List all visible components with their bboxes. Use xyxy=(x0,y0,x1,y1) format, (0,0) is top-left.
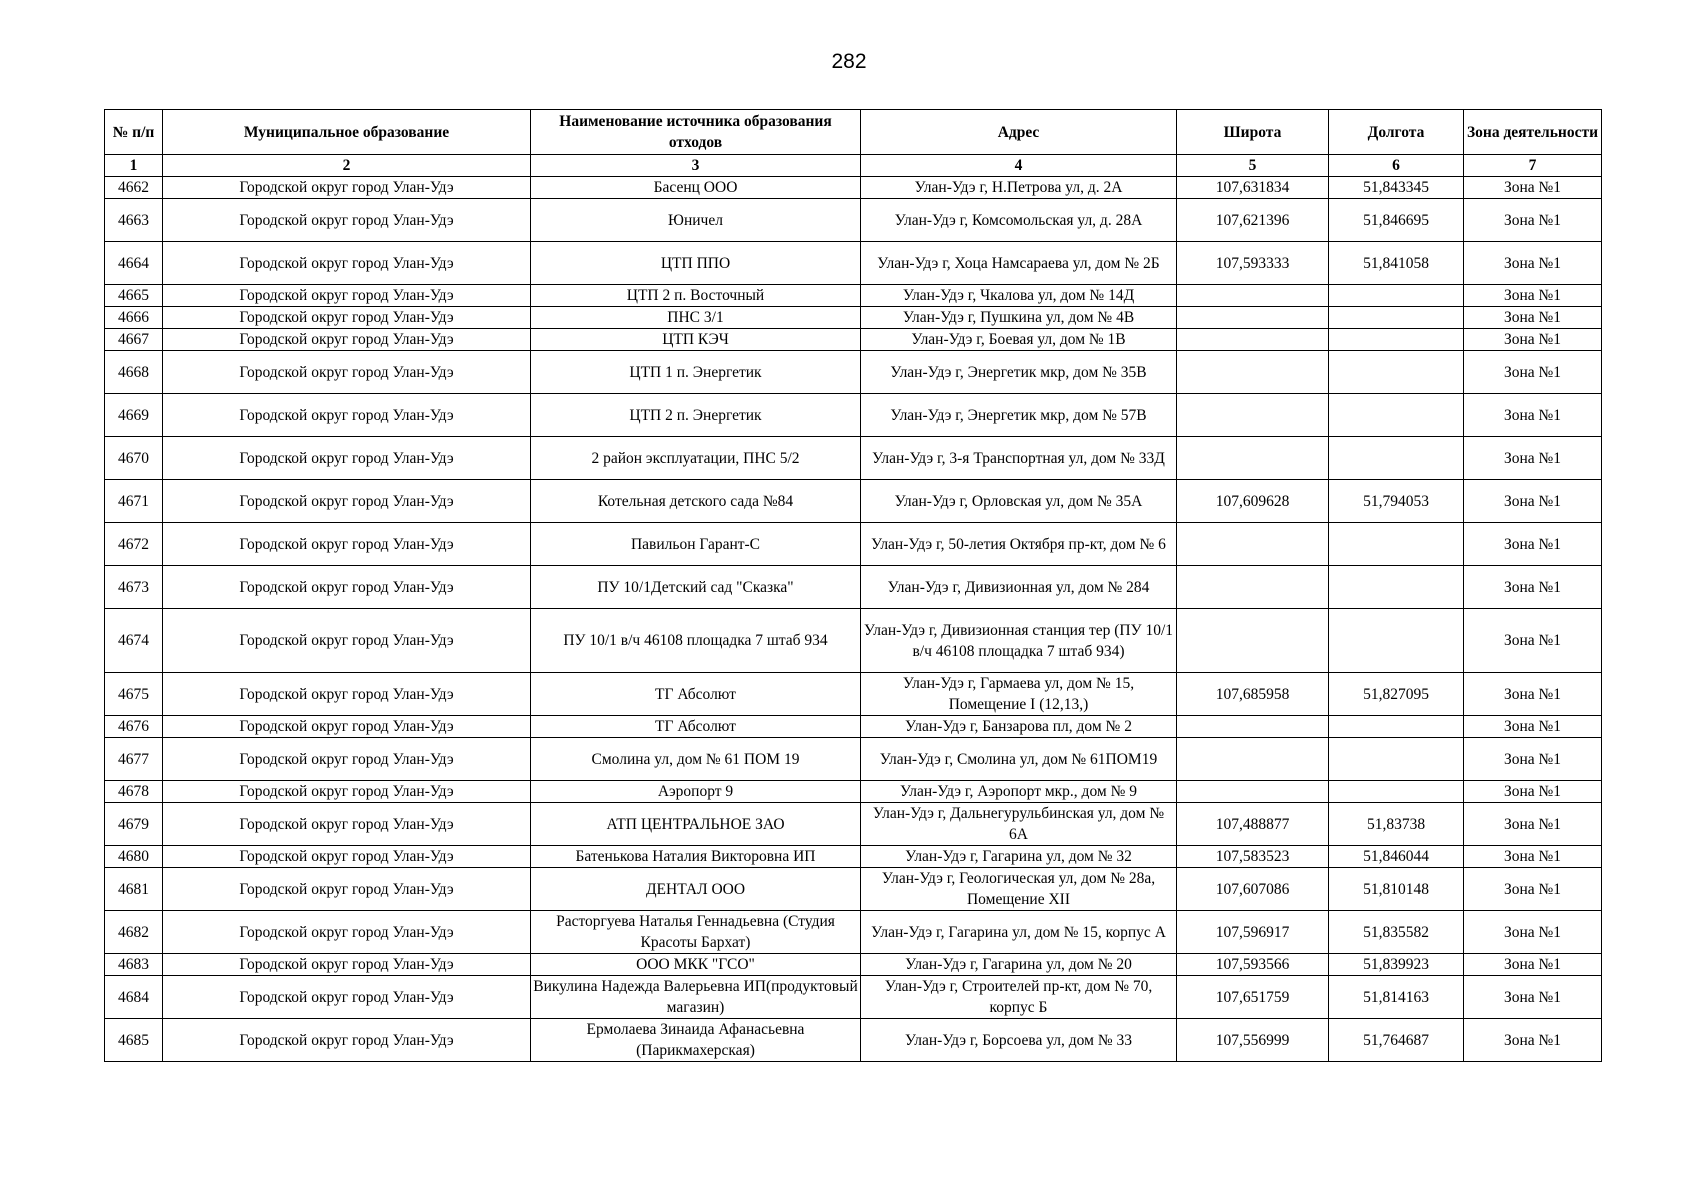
cell-address: Улан-Удэ г, 50-летия Октября пр-кт, дом № 6 xyxy=(861,523,1177,566)
table-row xyxy=(105,351,1602,394)
cell-latitude xyxy=(1177,307,1329,329)
cell-source-name: Павильон Гарант-С xyxy=(531,523,861,566)
cell-zone: Зона №1 xyxy=(1464,716,1602,738)
cell-longitude xyxy=(1329,394,1464,437)
cell-zone: Зона №1 xyxy=(1464,803,1602,846)
cell-latitude: 107,583523 xyxy=(1177,846,1329,868)
cell-source-name: ЦТП КЭЧ xyxy=(531,329,861,351)
cell-zone: Зона №1 xyxy=(1464,329,1602,351)
cell-latitude xyxy=(1177,781,1329,803)
table-row xyxy=(105,609,1602,673)
cell-zone: Зона №1 xyxy=(1464,351,1602,394)
cell-number: 4673 xyxy=(105,566,163,609)
table-row xyxy=(105,480,1602,523)
table-row xyxy=(105,738,1602,781)
cell-longitude: 51,764687 xyxy=(1329,1019,1464,1062)
cell-source-name: Ермолаева Зинаида Афанасьевна (Парикмахерская) xyxy=(531,1019,861,1062)
cell-number: 4667 xyxy=(105,329,163,351)
table-row xyxy=(105,803,1602,846)
header-longitude: Долгота xyxy=(1329,110,1464,155)
page-number: 282 xyxy=(831,50,867,73)
table-row xyxy=(105,329,1602,351)
cell-source-name: ТГ Абсолют xyxy=(531,716,861,738)
cell-address: Улан-Удэ г, Дивизионная ул, дом № 284 xyxy=(861,566,1177,609)
table-row xyxy=(105,199,1602,242)
cell-zone: Зона №1 xyxy=(1464,846,1602,868)
cell-municipality: Городской округ город Улан-Удэ xyxy=(163,523,531,566)
cell-municipality: Городской округ город Улан-Удэ xyxy=(163,673,531,716)
cell-zone: Зона №1 xyxy=(1464,242,1602,285)
cell-number: 4674 xyxy=(105,609,163,673)
header-source-name: Наименование источника образования отходов xyxy=(531,110,861,155)
header-latitude: Широта xyxy=(1177,110,1329,155)
cell-number: 4677 xyxy=(105,738,163,781)
cell-longitude: 51,846044 xyxy=(1329,846,1464,868)
cell-longitude xyxy=(1329,566,1464,609)
table-row xyxy=(105,911,1602,954)
cell-number: 4662 xyxy=(105,177,163,199)
cell-source-name: Аэропорт 9 xyxy=(531,781,861,803)
column-number: 3 xyxy=(531,155,861,177)
table-row xyxy=(105,716,1602,738)
cell-source-name: ЦТП 1 п. Энергетик xyxy=(531,351,861,394)
header-municipality: Муниципальное образование xyxy=(163,110,531,155)
cell-longitude: 51,846695 xyxy=(1329,199,1464,242)
cell-latitude xyxy=(1177,566,1329,609)
header-row xyxy=(105,110,1602,155)
cell-address: Улан-Удэ г, Гагарина ул, дом № 20 xyxy=(861,954,1177,976)
cell-address: Улан-Удэ г, Гагарина ул, дом № 15, корпус А xyxy=(861,911,1177,954)
cell-address: Улан-Удэ г, Гармаева ул, дом № 15, Помещение I (12,13,) xyxy=(861,673,1177,716)
cell-latitude: 107,596917 xyxy=(1177,911,1329,954)
table-row xyxy=(105,437,1602,480)
cell-zone: Зона №1 xyxy=(1464,781,1602,803)
cell-municipality: Городской округ город Улан-Удэ xyxy=(163,609,531,673)
table-row xyxy=(105,781,1602,803)
header-address: Адрес xyxy=(861,110,1177,155)
cell-number: 4676 xyxy=(105,716,163,738)
cell-municipality: Городской округ город Улан-Удэ xyxy=(163,394,531,437)
cell-zone: Зона №1 xyxy=(1464,523,1602,566)
header-zone: Зона деятельности xyxy=(1464,110,1602,155)
cell-latitude xyxy=(1177,523,1329,566)
table-body xyxy=(105,177,1602,1062)
cell-address: Улан-Удэ г, Смолина ул, дом № 61ПОМ19 xyxy=(861,738,1177,781)
cell-latitude: 107,593566 xyxy=(1177,954,1329,976)
cell-number: 4679 xyxy=(105,803,163,846)
cell-source-name: ПУ 10/1 в/ч 46108 площадка 7 штаб 934 xyxy=(531,609,861,673)
cell-address: Улан-Удэ г, Пушкина ул, дом № 4В xyxy=(861,307,1177,329)
cell-address: Улан-Удэ г, Борсоева ул, дом № 33 xyxy=(861,1019,1177,1062)
cell-address: Улан-Удэ г, Энергетик мкр, дом № 57В xyxy=(861,394,1177,437)
header-number: № п/п xyxy=(105,110,163,155)
cell-source-name: Батенькова Наталия Викторовна ИП xyxy=(531,846,861,868)
cell-municipality: Городской округ город Улан-Удэ xyxy=(163,954,531,976)
cell-latitude: 107,631834 xyxy=(1177,177,1329,199)
cell-municipality: Городской округ город Улан-Удэ xyxy=(163,242,531,285)
cell-source-name: Викулина Надежда Валерьевна ИП(продуктовый магазин) xyxy=(531,976,861,1019)
cell-longitude xyxy=(1329,738,1464,781)
cell-longitude: 51,83738 xyxy=(1329,803,1464,846)
table-row xyxy=(105,307,1602,329)
cell-latitude: 107,556999 xyxy=(1177,1019,1329,1062)
table-row xyxy=(105,523,1602,566)
cell-address: Улан-Удэ г, Аэропорт мкр., дом № 9 xyxy=(861,781,1177,803)
cell-number: 4670 xyxy=(105,437,163,480)
cell-zone: Зона №1 xyxy=(1464,566,1602,609)
cell-municipality: Городской округ город Улан-Удэ xyxy=(163,868,531,911)
cell-latitude: 107,488877 xyxy=(1177,803,1329,846)
cell-source-name: ООО МКК "ГСО" xyxy=(531,954,861,976)
cell-address: Улан-Удэ г, Дальнегурульбинская ул, дом № 6А xyxy=(861,803,1177,846)
cell-latitude xyxy=(1177,609,1329,673)
cell-zone: Зона №1 xyxy=(1464,868,1602,911)
table-row xyxy=(105,1019,1602,1062)
cell-address: Улан-Удэ г, Комсомольская ул, д. 28А xyxy=(861,199,1177,242)
cell-address: Улан-Удэ г, Орловская ул, дом № 35А xyxy=(861,480,1177,523)
cell-address: Улан-Удэ г, Банзарова пл, дом № 2 xyxy=(861,716,1177,738)
cell-number: 4664 xyxy=(105,242,163,285)
cell-number: 4666 xyxy=(105,307,163,329)
cell-source-name: ЦТП 2 п. Восточный xyxy=(531,285,861,307)
cell-zone: Зона №1 xyxy=(1464,199,1602,242)
cell-longitude xyxy=(1329,351,1464,394)
cell-longitude: 51,835582 xyxy=(1329,911,1464,954)
cell-latitude xyxy=(1177,351,1329,394)
cell-address: Улан-Удэ г, Хоца Намсараева ул, дом № 2Б xyxy=(861,242,1177,285)
cell-municipality: Городской округ город Улан-Удэ xyxy=(163,803,531,846)
cell-municipality: Городской округ город Улан-Удэ xyxy=(163,716,531,738)
cell-zone: Зона №1 xyxy=(1464,480,1602,523)
cell-number: 4683 xyxy=(105,954,163,976)
table-row xyxy=(105,242,1602,285)
table-row xyxy=(105,394,1602,437)
cell-source-name: ЦТП 2 п. Энергетик xyxy=(531,394,861,437)
cell-latitude: 107,609628 xyxy=(1177,480,1329,523)
cell-address: Улан-Удэ г, Гагарина ул, дом № 32 xyxy=(861,846,1177,868)
cell-source-name: 2 район эксплуатации, ПНС 5/2 xyxy=(531,437,861,480)
cell-address: Улан-Удэ г, Геологическая ул, дом № 28а, Помещение XII xyxy=(861,868,1177,911)
cell-source-name: Юничел xyxy=(531,199,861,242)
cell-longitude xyxy=(1329,716,1464,738)
table-row xyxy=(105,673,1602,716)
cell-number: 4663 xyxy=(105,199,163,242)
cell-number: 4681 xyxy=(105,868,163,911)
cell-number: 4680 xyxy=(105,846,163,868)
cell-municipality: Городской округ город Улан-Удэ xyxy=(163,738,531,781)
cell-latitude xyxy=(1177,329,1329,351)
cell-source-name: АТП ЦЕНТРАЛЬНОЕ ЗАО xyxy=(531,803,861,846)
cell-longitude: 51,810148 xyxy=(1329,868,1464,911)
cell-number: 4672 xyxy=(105,523,163,566)
cell-number: 4685 xyxy=(105,1019,163,1062)
cell-source-name: ДЕНТАЛ ООО xyxy=(531,868,861,911)
cell-longitude xyxy=(1329,781,1464,803)
cell-longitude xyxy=(1329,609,1464,673)
cell-source-name: ТГ Абсолют xyxy=(531,673,861,716)
cell-latitude: 107,651759 xyxy=(1177,976,1329,1019)
cell-zone: Зона №1 xyxy=(1464,307,1602,329)
cell-latitude xyxy=(1177,394,1329,437)
cell-number: 4684 xyxy=(105,976,163,1019)
table-row xyxy=(105,976,1602,1019)
column-number: 4 xyxy=(861,155,1177,177)
cell-number: 4678 xyxy=(105,781,163,803)
cell-municipality: Городской округ город Улан-Удэ xyxy=(163,199,531,242)
cell-source-name: ЦТП ППО xyxy=(531,242,861,285)
cell-municipality: Городской округ город Улан-Удэ xyxy=(163,480,531,523)
cell-longitude xyxy=(1329,329,1464,351)
column-number: 6 xyxy=(1329,155,1464,177)
table-row xyxy=(105,285,1602,307)
cell-latitude xyxy=(1177,437,1329,480)
cell-municipality: Городской округ город Улан-Удэ xyxy=(163,329,531,351)
cell-zone: Зона №1 xyxy=(1464,954,1602,976)
cell-longitude: 51,814163 xyxy=(1329,976,1464,1019)
cell-zone: Зона №1 xyxy=(1464,976,1602,1019)
cell-number: 4671 xyxy=(105,480,163,523)
cell-latitude xyxy=(1177,716,1329,738)
cell-municipality: Городской округ город Улан-Удэ xyxy=(163,285,531,307)
cell-municipality: Городской округ город Улан-Удэ xyxy=(163,781,531,803)
cell-address: Улан-Удэ г, Чкалова ул, дом № 14Д xyxy=(861,285,1177,307)
table-row xyxy=(105,177,1602,199)
cell-municipality: Городской округ город Улан-Удэ xyxy=(163,177,531,199)
cell-address: Улан-Удэ г, Строителей пр-кт, дом № 70, корпус Б xyxy=(861,976,1177,1019)
cell-zone: Зона №1 xyxy=(1464,911,1602,954)
cell-zone: Зона №1 xyxy=(1464,394,1602,437)
cell-longitude xyxy=(1329,285,1464,307)
cell-zone: Зона №1 xyxy=(1464,285,1602,307)
table-row xyxy=(105,954,1602,976)
cell-number: 4675 xyxy=(105,673,163,716)
cell-number: 4669 xyxy=(105,394,163,437)
cell-latitude: 107,685958 xyxy=(1177,673,1329,716)
cell-source-name: Котельная детского сада №84 xyxy=(531,480,861,523)
cell-latitude xyxy=(1177,738,1329,781)
cell-municipality: Городской округ город Улан-Удэ xyxy=(163,846,531,868)
cell-source-name: ПУ 10/1Детский сад "Сказка" xyxy=(531,566,861,609)
cell-longitude: 51,827095 xyxy=(1329,673,1464,716)
cell-source-name: ПНС 3/1 xyxy=(531,307,861,329)
cell-zone: Зона №1 xyxy=(1464,1019,1602,1062)
cell-zone: Зона №1 xyxy=(1464,437,1602,480)
cell-source-name: Смолина ул, дом № 61 ПОМ 19 xyxy=(531,738,861,781)
column-number: 2 xyxy=(163,155,531,177)
cell-address: Улан-Удэ г, Боевая ул, дом № 1В xyxy=(861,329,1177,351)
cell-zone: Зона №1 xyxy=(1464,673,1602,716)
cell-zone: Зона №1 xyxy=(1464,738,1602,781)
cell-zone: Зона №1 xyxy=(1464,177,1602,199)
cell-longitude: 51,843345 xyxy=(1329,177,1464,199)
waste-sources-table xyxy=(104,109,1602,1062)
column-number: 1 xyxy=(105,155,163,177)
cell-longitude: 51,839923 xyxy=(1329,954,1464,976)
cell-longitude xyxy=(1329,523,1464,566)
cell-number: 4668 xyxy=(105,351,163,394)
cell-address: Улан-Удэ г, Н.Петрова ул, д. 2А xyxy=(861,177,1177,199)
cell-address: Улан-Удэ г, Энергетик мкр, дом № 35В xyxy=(861,351,1177,394)
cell-latitude xyxy=(1177,285,1329,307)
cell-municipality: Городской округ город Улан-Удэ xyxy=(163,911,531,954)
cell-latitude: 107,607086 xyxy=(1177,868,1329,911)
cell-number: 4665 xyxy=(105,285,163,307)
cell-zone: Зона №1 xyxy=(1464,609,1602,673)
cell-address: Улан-Удэ г, Дивизионная станция тер (ПУ 10/1 в/ч 46108 площадка 7 штаб 934) xyxy=(861,609,1177,673)
cell-number: 4682 xyxy=(105,911,163,954)
column-number-row xyxy=(105,155,1602,177)
cell-municipality: Городской округ город Улан-Удэ xyxy=(163,437,531,480)
cell-source-name: Расторгуева Наталья Геннадьевна (Студия Красоты Бархат) xyxy=(531,911,861,954)
table-row xyxy=(105,566,1602,609)
cell-municipality: Городской округ город Улан-Удэ xyxy=(163,566,531,609)
cell-longitude: 51,841058 xyxy=(1329,242,1464,285)
cell-municipality: Городской округ город Улан-Удэ xyxy=(163,307,531,329)
table-row xyxy=(105,846,1602,868)
column-number: 7 xyxy=(1464,155,1602,177)
cell-longitude: 51,794053 xyxy=(1329,480,1464,523)
cell-address: Улан-Удэ г, 3-я Транспортная ул, дом № 33Д xyxy=(861,437,1177,480)
table-row xyxy=(105,868,1602,911)
cell-municipality: Городской округ город Улан-Удэ xyxy=(163,351,531,394)
cell-municipality: Городской округ город Улан-Удэ xyxy=(163,1019,531,1062)
cell-longitude xyxy=(1329,307,1464,329)
column-number: 5 xyxy=(1177,155,1329,177)
cell-source-name: Басенц ООО xyxy=(531,177,861,199)
cell-municipality: Городской округ город Улан-Удэ xyxy=(163,976,531,1019)
cell-latitude: 107,593333 xyxy=(1177,242,1329,285)
cell-latitude: 107,621396 xyxy=(1177,199,1329,242)
cell-longitude xyxy=(1329,437,1464,480)
